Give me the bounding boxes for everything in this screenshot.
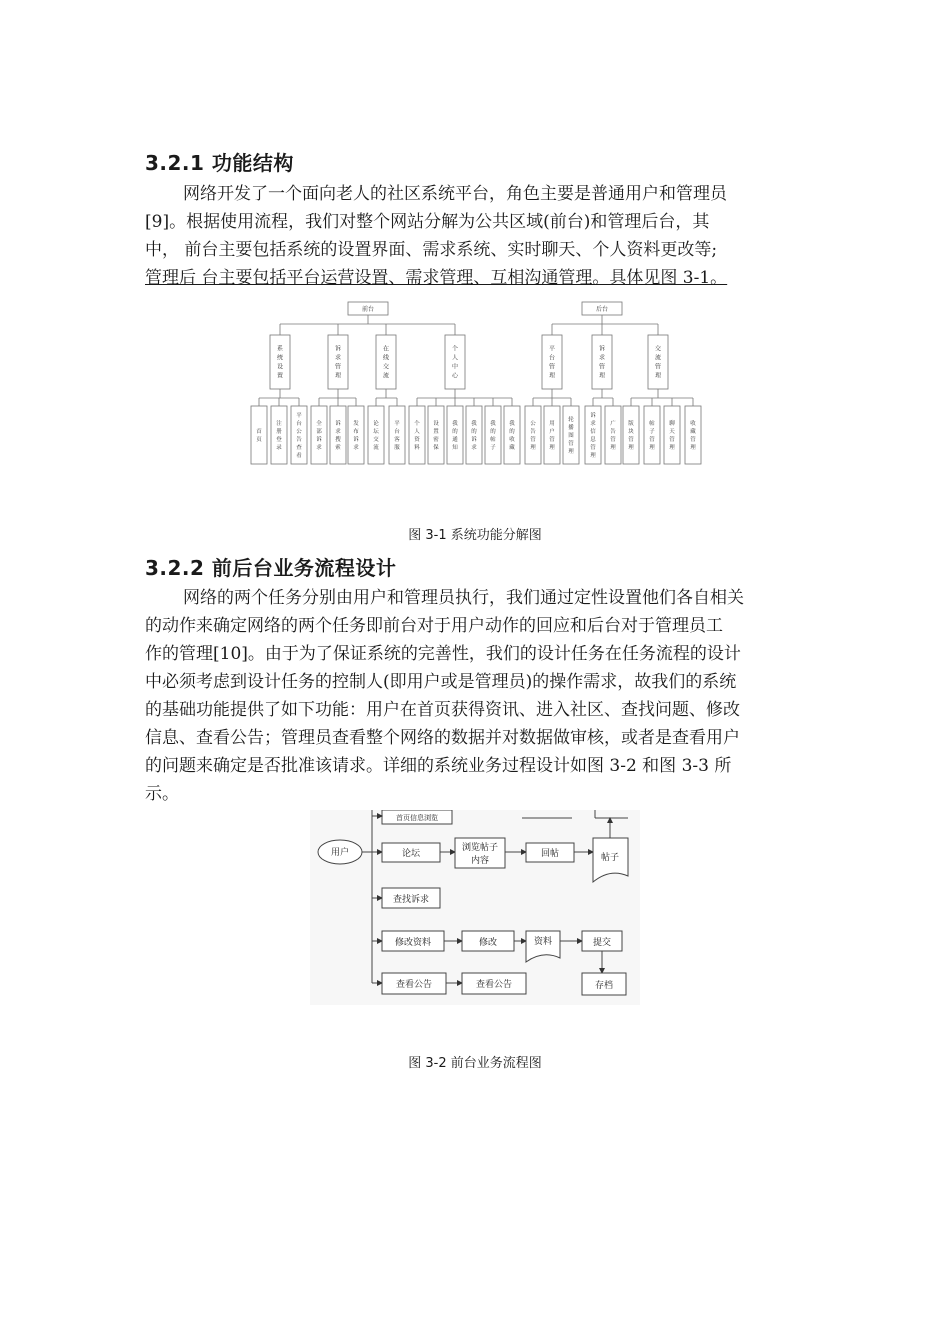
function-leaf-box [251, 406, 267, 464]
paragraph-line: 作的管理[10]。由于为了保证系统的完善性，我们的设计任务在任务流程的设计 [145, 644, 741, 664]
function-leaf-label: 收藏管理 [690, 421, 696, 451]
section1-paragraph [145, 180, 815, 292]
forum-label: 论坛 [401, 849, 421, 859]
front-root-label: 前台 [361, 306, 375, 313]
function-leaf-box [466, 406, 482, 464]
group-label: 在线交流 [382, 345, 390, 380]
paragraph-line: 管理后 台主要包括平台运营设置、需求管理、互相沟通管理。具体见图 3-1。 [145, 268, 728, 288]
function-leaf-box [368, 406, 384, 464]
function-leaf-box [685, 406, 701, 464]
function-leaf-box [271, 406, 287, 464]
function-leaf-box [504, 406, 520, 464]
function-leaf-label: 诉求信息管理 [590, 413, 596, 459]
function-leaf-label: 轮播图管理 [568, 417, 574, 455]
function-decomposition-diagram [240, 300, 710, 470]
function-leaf-box [544, 406, 560, 464]
search-label: 查找诉求 [392, 895, 430, 905]
notice-label-2: 查看公告 [475, 980, 513, 990]
paragraph-line: 中必须考虑到设计任务的控制人(即用户或是管理员)的操作需求，故我们的系统 [145, 672, 737, 692]
function-leaf-box [311, 406, 327, 464]
function-leaf-box [485, 406, 501, 464]
group-label: 平台管理 [548, 345, 556, 380]
archive-label: 存档 [594, 981, 614, 991]
back-group-2-box [592, 335, 612, 389]
function-leaf-label: 平台客服 [394, 421, 400, 451]
figure-3-2-caption: 图 3-2 前台业务流程图 [408, 1056, 542, 1071]
group-label: 诉求管理 [334, 345, 342, 380]
paragraph-line: 的基础功能提供了如下功能：用户在首页获得资讯、进入社区、查找问题、修改 [145, 700, 740, 720]
function-leaf-label: 我的收藏 [509, 421, 515, 451]
function-leaf-label: 诉求搜索 [335, 421, 341, 451]
edit-label: 修改 [478, 938, 498, 948]
function-leaf-box [605, 406, 621, 464]
function-leaf-box [428, 406, 444, 464]
function-leaf-label: 版块管理 [628, 421, 634, 451]
function-leaf-label: 帖子管理 [649, 421, 655, 451]
section-heading-3-2-2: 3.2.2 前后台业务流程设计 [145, 556, 397, 580]
paragraph-line: 网络的两个任务分别由用户和管理员执行，我们通过定性设置他们各自相关 [183, 588, 744, 608]
browse-label-2: 内容 [470, 856, 490, 866]
paragraph-line: 网络开发了一个面向老人的社区系统平台，角色主要是普通用户和管理员 [183, 184, 727, 204]
front-group-1-box [270, 335, 290, 389]
function-leaf-label: 聊天管理 [669, 421, 675, 451]
function-leaf-label: 用户管理 [549, 421, 555, 451]
front-group-2-box [328, 335, 348, 389]
edit-info-label: 修改资料 [394, 938, 432, 948]
notice-label-1: 查看公告 [395, 980, 433, 990]
function-leaf-label: 论坛交流 [373, 421, 379, 451]
paragraph-line: 的动作来确定网络的两个任务即前台对于用户动作的回应和后台对于管理员工 [145, 616, 723, 636]
top-cut-label: 首页信息浏览 [396, 814, 438, 822]
paragraph-line: [9]。根据使用流程，我们对整个网站分解为公共区域(前台)和管理后台，其 [145, 212, 710, 232]
function-leaf-box [348, 406, 364, 464]
function-leaf-box [389, 406, 405, 464]
function-leaf-box [409, 406, 425, 464]
function-leaf-label: 我的通知 [452, 421, 458, 451]
user-label: 用户 [330, 848, 350, 858]
function-leaf-label: 广告管理 [610, 421, 616, 451]
figure-3-1-caption: 图 3-1 系统功能分解图 [408, 528, 542, 543]
function-leaf-box [447, 406, 463, 464]
function-leaf-label: 个人资料 [414, 421, 420, 451]
browse-label-1: 浏览帖子 [461, 843, 499, 853]
submit-label: 提交 [592, 938, 612, 948]
back-group-1-box [542, 335, 562, 389]
function-leaf-label: 平台公告查看 [296, 413, 302, 459]
function-leaf-label: 设置密保 [433, 421, 439, 451]
function-leaf-label: 首页 [256, 429, 262, 443]
group-label: 个人中心 [451, 345, 459, 380]
function-leaf-label: 我的帖子 [490, 421, 496, 451]
function-leaf-box [525, 406, 541, 464]
front-group-3-box [376, 335, 396, 389]
function-leaf-box [330, 406, 346, 464]
section-heading-3-2-1: 3.2.1 功能结构 [145, 151, 294, 175]
back-group-3-box [648, 335, 668, 389]
function-leaf-label: 公告管理 [530, 421, 536, 451]
function-leaf-label: 全部诉求 [316, 421, 322, 451]
reply-label: 回帖 [540, 849, 560, 859]
section2-paragraph [145, 584, 815, 808]
paragraph-line: 示。 [145, 784, 179, 804]
function-leaf-label: 注册登录 [276, 421, 282, 451]
group-label: 诉求管理 [598, 345, 606, 380]
function-leaf-label: 我的诉求 [471, 421, 477, 451]
info-label: 资料 [533, 937, 553, 947]
function-leaf-box [623, 406, 639, 464]
paragraph-line: 的问题来确定是否批准该请求。详细的系统业务过程设计如图 3-2 和图 3-3 所 [145, 756, 732, 776]
function-leaf-box [644, 406, 660, 464]
group-label: 系统设置 [276, 345, 284, 380]
function-leaf-box [664, 406, 680, 464]
paragraph-line: 中， 前台主要包括系统的设置界面、需求系统、实时聊天、个人资料更改等; [145, 240, 718, 260]
function-leaf-label: 发布诉求 [353, 421, 359, 451]
front-business-flow-diagram [310, 810, 640, 1005]
front-group-4-box [445, 335, 465, 389]
post-label: 帖子 [600, 853, 620, 863]
paragraph-line: 信息、查看公告；管理员查看整个网络的数据并对数据做审核，或者是查看用户 [145, 728, 740, 748]
back-root-label: 后台 [595, 306, 609, 313]
group-label: 交流管理 [654, 345, 662, 380]
